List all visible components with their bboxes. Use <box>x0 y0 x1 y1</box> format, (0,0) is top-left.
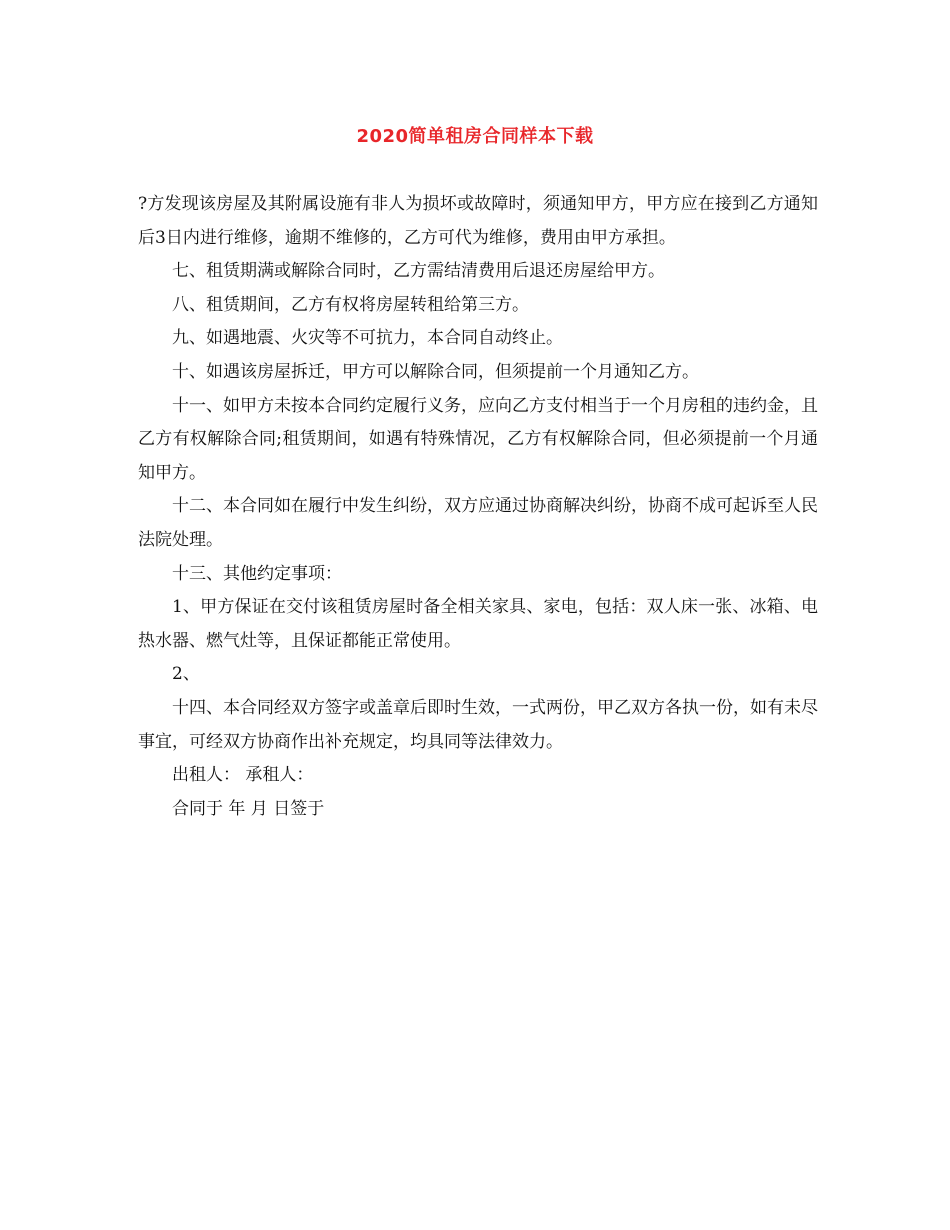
paragraph-clause-13: 十三、其他约定事项： <box>172 563 342 584</box>
paragraph-clause-13-item-2: 2、 <box>172 664 200 685</box>
paragraph-clause-9: 九、如遇地震、火灾等不可抗力，本合同自动终止。 <box>172 328 563 349</box>
paragraph-clause-12: 十二、本合同如在履行中发生纠纷，双方应通过协商解决纠纷，协商不成可起诉至人民法院处理。 <box>138 496 818 550</box>
paragraph-clause-14: 十四、本合同经双方签字或盖章后即时生效，一式两份，甲乙双方各执一份，如有未尽事宜，可经双方协商作出补充规定，均具同等法律效力。 <box>138 697 818 752</box>
signature-parties-line: 出租人： 承租人： <box>172 765 314 786</box>
paragraph-continued-repair-clause: ?方发现该房屋及其附属设施有非人为损坏或故障时，须通知甲方，甲方应在接到乙方通知后3日内进行维修，逾期不维修的，乙方可代为维修，费用由甲方承担。 <box>138 194 818 248</box>
paragraph-clause-7: 七、租赁期满或解除合同时，乙方需结清费用后退还房屋给甲方。 <box>172 261 665 282</box>
signing-date-line: 合同于 年 月 日签于 <box>172 798 325 819</box>
paragraph-clause-8: 八、租赁期间，乙方有权将房屋转租给第三方。 <box>172 294 529 315</box>
paragraph-clause-13-item-1: 1、甲方保证在交付该租赁房屋时备全相关家具、家电，包括：双人床一张、冰箱、电热水器、燃气灶等，且保证都能正常使用。 <box>138 597 818 651</box>
document-body <box>138 188 818 826</box>
paragraph-clause-10: 十、如遇该房屋拆迁，甲方可以解除合同，但须提前一个月通知乙方。 <box>172 361 699 382</box>
paragraph-clause-11: 十一、如甲方未按本合同约定履行义务，应向乙方支付相当于一个月房租的违约金，且乙方有权解除合同;租赁期间，如遇有特殊情况，乙方有权解除合同，但必须提前一个月通知甲方。 <box>138 395 818 483</box>
document-title: 2020简单租房合同样本下载 <box>356 126 594 147</box>
